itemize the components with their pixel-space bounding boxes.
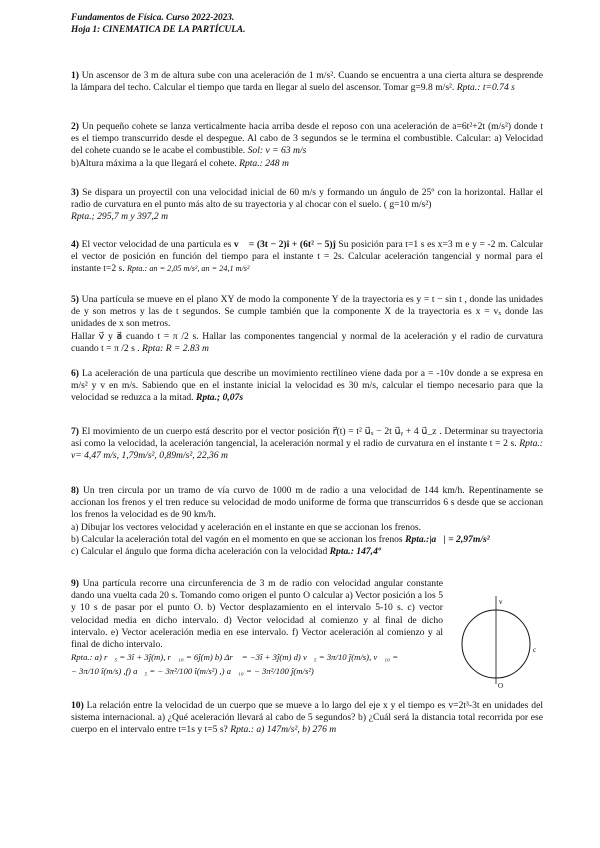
problem-answer: Rpta.; 0,07s xyxy=(195,392,244,404)
problem-10 xyxy=(71,700,543,737)
item-c-answer: Rpta.: 147,4º xyxy=(329,546,381,558)
problem-3 xyxy=(71,187,543,224)
problem-text: Un ascensor de 3 m de altura sube con una aceleración de 1 m/s². Cuando se encuentra a una cierta altura se desprende la lámpara del techo. Calcular el tiempo que tarda en llegar al suelo del ascensor. Tomar g=9.8 m/s². xyxy=(71,70,543,94)
problem-answer: Rpta.: an = 2,05 m/s², an = 24,1 m/s² xyxy=(127,264,250,274)
problem-text-2: Hallar v⃗ y a⃗ cuando t = π /2 s. Hallar las componentes tangencial y normal de la aceleración y el radio de curvatura cuando t = π /2 s . xyxy=(71,330,543,354)
problem-answer: Rpta.: v= 4,47 m/s, 1,79m/s², 0,89m/s², 22,36 m xyxy=(71,438,543,462)
problem-text: Un pequeño cohete se lanza verticalmente hacia arriba desde el reposo con una aceleración de a=6t²+2t (m/s²) donde t es el tiempo transcurrido desde el despegue. Al cabo de 3 segundos se le termina el combustible. Calcular: a) Velocidad del cohete cuando se le acabe el combustible. xyxy=(71,121,543,157)
problem-number: 4) xyxy=(71,239,79,250)
problem-answer: Rpta: R = 2.83 m xyxy=(142,342,209,354)
document-page xyxy=(71,12,544,736)
problem-5 xyxy=(71,294,543,355)
problem-text-cont: Su posición para t=1 s es x=3 m e y = -2 m. Calcular el vector de posición en función del tiempo para el instante t = 2s. Calcular aceleración tangencial y normal para el instante t=2 s. xyxy=(71,239,544,275)
answer-line-2: − 3π/10 î(m/s) ,f) a⃗₅ = − 3π²/100 î(m/s²) ,) a⃗₁₀ = − 3π²/100 ĵ(m/s²) xyxy=(71,666,314,676)
problem-text: La aceleración de una partícula que describe un movimiento rectilíneo viene dada por a = -10v donde a se expresa en m/s² y v en m/s. Sabiendo que en el instante inicial la velocidad es 30 m/s, calcular el tiempo necesario para que la velocidad se reduzca a la mitad. xyxy=(71,368,543,404)
problem-number: 5) xyxy=(71,294,79,305)
problem-text: Una partícula recorre una circunferencia de 3 m de radio con velocidad angular constante dando una vuelta cada 20 s. Tomando como origen el punto O calcular a) Vector posición a los 5 y 10 s de pasar por el punto O. b) Vector desplazamiento en el intervalo 5-10 s. c) vector velocidad media en dicho intervalo. d) Vector velocidad al comienzo y al final de dicho intervalo. e) Vector aceleración media en ese intervalo. f) Vector aceleración al comienzo y al final de dicho intervalo. xyxy=(71,578,443,651)
problem-text: El vector velocidad de una partícula es xyxy=(79,239,234,250)
problem-number: 7) xyxy=(71,426,79,437)
problem-text: La relación entre la velocidad de un cuerpo que se mueve a lo largo del eje x y el tiempo es v=2t³-3t en unidades del sistema internacional. a) ¿Qué aceleración llevará al cabo de 5 segundos? b) ¿Cuál será la distancia total recorrida por ese cuerpo en el intervalo entre t=1s y t=5 s? xyxy=(71,700,543,736)
problem-number: 1) xyxy=(71,70,79,81)
problem-answer: Rpta.: a) 147m/s², b) 276 m xyxy=(230,724,337,736)
item-c: c) Calcular el ángulo que forma dicha aceleración con la velocidad xyxy=(71,546,330,558)
problem-answer: Rpta.: t=0.74 s xyxy=(456,82,515,94)
problem-6 xyxy=(71,368,543,405)
problem-answer-2: Rpta.: 248 m xyxy=(239,157,289,169)
item-b: b) Calcular la aceleración total del vagón en el momento en que se accionan los frenos xyxy=(71,533,406,545)
problem-answer: Rpta.; 295,7 m y 397,2 m xyxy=(71,211,168,223)
problem-number: 3) xyxy=(71,187,79,198)
problem-answer: Sol: v = 63 m/s xyxy=(247,145,307,157)
problem-8 xyxy=(71,485,543,558)
problem-number: 6) xyxy=(71,368,79,379)
top-label: v xyxy=(499,598,503,606)
sheet-title: Hoja 1: CINEMATICA DE LA PARTÍCULA. xyxy=(71,25,246,35)
problem-7 xyxy=(71,426,543,463)
problem-text-2: b)Altura máxima a la que llegará el cohete. xyxy=(71,157,240,169)
course-title: Fundamentos de Física. Curso 2022-2023. xyxy=(71,13,235,23)
circle-diagram xyxy=(451,592,541,690)
problem-text: Se dispara un proyectil con una velocidad inicial de 60 m/s y formando un ángulo de 25º con la horizontal. Hallar el radio de curvatura en el punto más alto de su trayectoria y al chocar con el suelo. ( g=10 m/s²) xyxy=(71,187,543,211)
problem-text: Un tren circula por un tramo de vía curvo de 1000 m de radio a una velocidad de 144 km/h. Repentinamente se accionan los frenos y el tren reduce su velocidad de modo uniforme de forma que transcurridos 6 s desde que se accionan los frenos la velocidad es de 90 km/h. xyxy=(71,485,543,521)
problem-number: 8) xyxy=(71,485,79,496)
problem-9 xyxy=(71,578,443,651)
problem-1 xyxy=(71,70,543,94)
problem-2 xyxy=(71,121,543,170)
origin-label: O xyxy=(498,682,504,690)
item-b-answer: Rpta.:|a⃗| = 2,97m/s² xyxy=(405,533,490,545)
right-label: c xyxy=(533,646,537,654)
answer-line-1: Rpta.: a) r⃗₅ = 3î + 3ĵ(m), r⃗₁₀ = 6ĵ(m) b) Δr⃗ = −3î + 3ĵ(m) d) v⃗₅ = 3π/10 ĵ(m/s), v⃗₁₀ = xyxy=(71,652,399,662)
item-a: a) Dibujar los vectores velocidad y aceleración en el instante en que se accionan los frenos. xyxy=(71,521,422,533)
problem-text: Una partícula se mueve en el plano XY de modo la componente Y de la trayectoria es y = t − sin t , donde las unidades de y son metros y las de t segundos. Se cumple también que la componente X de la trayectoria es x = vₓ donde las unidades de x son metros. xyxy=(71,294,543,330)
problem-text: El movimiento de un cuerpo está descrito por el vector posición r⃗(t) = t² u⃗ₓ − 2t u⃗ᵧ + 4 u⃗_z . Determinar su trayectoria así como la velocidad, la aceleración tangencial, la aceleración normal y el radio de curvatura en el instante t = 2 s. xyxy=(71,426,543,450)
problem-4 xyxy=(71,239,543,276)
velocity-vector-expression: v⃗ = (3t − 2)î + (6t² − 5)ĵ xyxy=(233,239,336,250)
problem-number: 9) xyxy=(71,578,79,589)
problem-number: 10) xyxy=(71,700,84,711)
problem-number: 2) xyxy=(71,121,79,132)
